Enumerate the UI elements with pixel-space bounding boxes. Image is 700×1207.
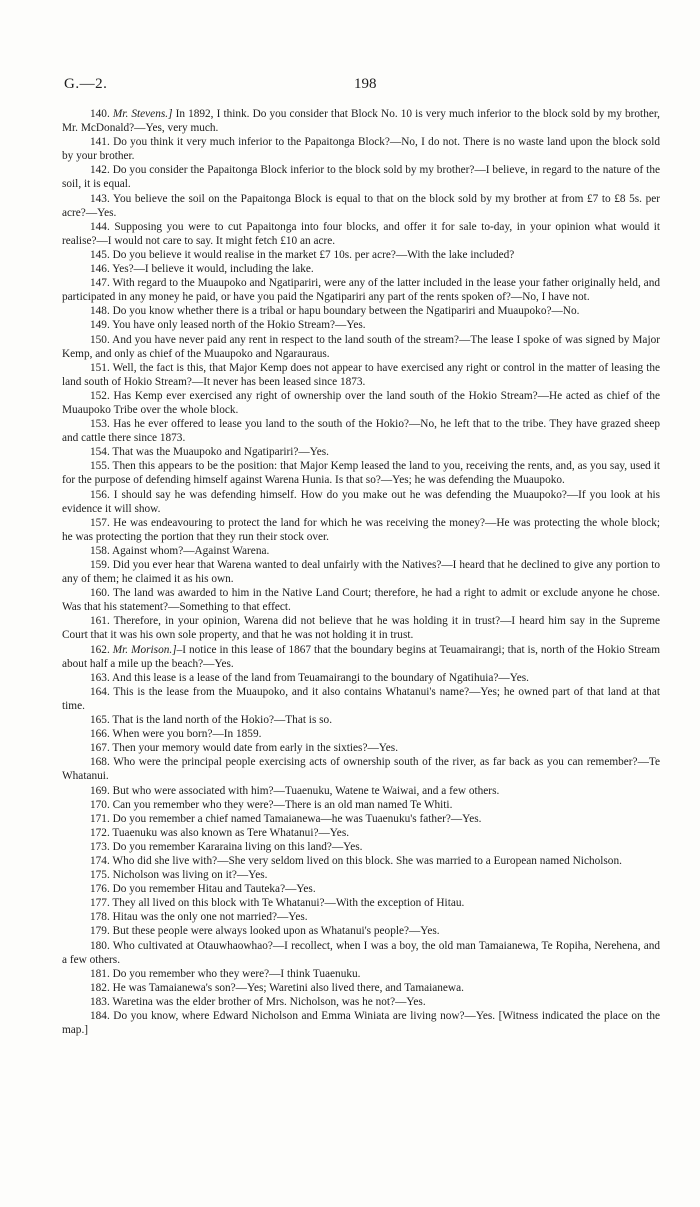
question-number: 183.	[90, 995, 110, 1008]
question-number: 149.	[90, 319, 110, 332]
question-number: 141.	[90, 136, 110, 149]
question-number: 146.	[90, 263, 110, 276]
speaker-name: Mr. Morison.]	[112, 643, 177, 656]
question-number: 152.	[90, 389, 110, 402]
question-paragraph	[62, 614, 660, 642]
question-paragraph	[62, 826, 660, 840]
question-number: 179.	[90, 925, 110, 938]
question-number: 153.	[90, 418, 110, 431]
testimony-body	[62, 107, 660, 1037]
question-paragraph	[62, 417, 660, 445]
page-header	[64, 76, 664, 94]
question-answer-text: Yes?—I believe it would, including the lake.	[112, 263, 314, 276]
question-paragraph	[62, 220, 660, 248]
question-number: 177.	[90, 897, 110, 910]
question-number: 157.	[90, 516, 110, 529]
question-number: 168.	[90, 756, 110, 769]
question-number: 166.	[90, 728, 110, 741]
question-paragraph	[62, 192, 660, 220]
question-paragraph	[62, 516, 660, 544]
question-number: 161.	[90, 615, 110, 628]
question-answer-text: Who were the principal people exercising acts of ownership south of the river, as far back as you can remember?—Te Whatanui.	[62, 756, 660, 783]
question-answer-text: Nicholson was living on it?—Yes.	[112, 869, 268, 882]
question-number: 173.	[90, 840, 110, 853]
question-answer-text: Can you remember who they were?—There is an old man named Te Whiti.	[112, 798, 453, 811]
question-answer-text: You have only leased north of the Hokio Stream?—Yes.	[112, 319, 366, 332]
question-paragraph	[62, 910, 660, 924]
question-paragraph	[62, 868, 660, 882]
question-paragraph	[62, 276, 660, 304]
question-answer-text: You believe the soil on the Papaitonga Block is equal to that on the block sold by my brother at from £7 to £8 5s. per acre?—Yes.	[62, 192, 661, 219]
question-paragraph	[62, 713, 660, 727]
question-paragraph	[62, 304, 660, 318]
question-answer-text: Then this appears to be the position: that Major Kemp leased the land to you, receiving the rents, and, as you say, used it for the purpose of defending himself against Warena Hunia. Is that so?—Yes; he was defending the Muaupoko.	[62, 460, 660, 487]
question-answer-text: Waretina was the elder brother of Mrs. Nicholson, was he not?—Yes.	[112, 995, 426, 1008]
question-answer-text: –I notice in this lease of 1867 that the boundary begins at Teuamairangi; that is, north of the Hokio Stream about half a mile up the beach?—Yes.	[62, 643, 660, 670]
question-answer-text: Therefore, in your opinion, Warena did not believe that he was holding it in trust?—I heard him say in the Supreme Court that it was his own sole property, and that he was not holding it in trust.	[62, 615, 661, 642]
question-number: 164.	[90, 685, 110, 698]
question-paragraph	[62, 727, 660, 741]
question-number: 147.	[90, 277, 110, 290]
question-number: 160.	[90, 587, 110, 600]
question-number: 150.	[90, 333, 110, 346]
question-paragraph	[62, 163, 660, 191]
question-answer-text: Do you remember who they were?—I think Tuaenuku.	[112, 967, 361, 980]
question-number: 170.	[90, 798, 110, 811]
question-answer-text: Who cultivated at Otauwhaowhao?—I recollect, when I was a boy, the old man Tamaianewa, Te Ropiha, Nerehena, and a few others.	[62, 939, 661, 966]
question-number: 143.	[90, 192, 110, 205]
question-paragraph	[62, 840, 660, 854]
question-number: 151.	[90, 361, 110, 374]
question-number: 144.	[90, 220, 110, 233]
question-answer-text: He was Tamaianewa's son?—Yes; Waretini also lived there, and Tamaianewa.	[112, 981, 464, 994]
question-answer-text: And you have never paid any rent in respect to the land south of the stream?—The lease I spoke of was signed by Major Kemp, and only as chief of the Muaupoko and Ngarauraus.	[62, 333, 660, 360]
question-number: 142.	[90, 164, 110, 177]
question-answer-text: Did you ever hear that Warena wanted to deal unfairly with the Natives?—I heard that he declined to give any portion to any of them; he claimed it as his own.	[62, 559, 660, 586]
question-paragraph	[62, 755, 660, 783]
question-paragraph	[62, 262, 660, 276]
question-paragraph	[62, 333, 660, 361]
question-paragraph	[62, 671, 660, 685]
question-number: 175.	[90, 869, 110, 882]
speaker-name: Mr. Stevens.]	[112, 108, 173, 120]
question-paragraph	[62, 995, 660, 1009]
question-number: 162.	[90, 643, 110, 656]
question-number: 171.	[90, 812, 110, 825]
question-number: 159.	[90, 559, 110, 571]
question-paragraph	[62, 967, 660, 981]
question-answer-text: Has Kemp ever exercised any right of ownership over the land south of the Hokio Stream?—He acted as chief of the Muaupoko Tribe over the whole block.	[62, 389, 660, 416]
question-answer-text: That was the Muaupoko and Ngatipariri?—Yes.	[112, 446, 329, 459]
page-number: 198	[354, 76, 377, 92]
question-answer-text: Do you know, where Edward Nicholson and Emma Winiata are living now?—Yes. [Witness indicated the place on the map.]	[62, 1010, 660, 1037]
question-paragraph	[62, 248, 660, 262]
question-paragraph	[62, 798, 660, 812]
question-paragraph	[62, 445, 660, 459]
question-paragraph	[62, 135, 660, 163]
question-answer-text: He was endeavouring to protect the land for which he was receiving the money?—He was protecting the whole block; he was protecting the portion that they run their stock over.	[62, 516, 661, 543]
question-number: 182.	[90, 981, 110, 994]
question-answer-text: This is the lease from the Muaupoko, and it also contains Whatanui's name?—Yes; he owned part of that land at that time.	[62, 685, 660, 712]
question-answer-text: Hitau was the only one not married?—Yes.	[112, 911, 308, 924]
question-paragraph	[62, 1009, 660, 1037]
question-answer-text: And this lease is a lease of the land from Teuamairangi to the boundary of Ngatihuia?—Yes.	[111, 671, 529, 684]
question-paragraph	[62, 318, 660, 332]
question-number: 145.	[90, 248, 110, 261]
question-paragraph	[62, 882, 660, 896]
question-paragraph	[62, 488, 660, 516]
document-code: G.—2.	[64, 76, 108, 92]
question-answer-text: That is the land north of the Hokio?—That is so.	[112, 714, 333, 727]
question-number: 158.	[90, 544, 110, 557]
question-paragraph	[62, 361, 660, 389]
question-paragraph	[62, 685, 660, 713]
question-paragraph	[62, 459, 660, 487]
question-number: 156.	[90, 488, 110, 501]
question-number: 155.	[90, 460, 110, 473]
question-answer-text: They all lived on this block with Te Whatanui?—With the exception of Hitau.	[112, 897, 465, 910]
question-answer-text: But these people were always looked upon as Whatanui's people?—Yes.	[112, 925, 440, 938]
question-answer-text: Who did she live with?—She very seldom lived on this block. She was married to a European named Nicholson.	[112, 854, 622, 867]
question-paragraph	[62, 896, 660, 910]
question-number: 184.	[90, 1010, 110, 1022]
question-paragraph	[62, 389, 660, 417]
question-answer-text: Do you remember Kararaina living on this land?—Yes.	[112, 840, 363, 853]
question-paragraph	[62, 544, 660, 558]
question-number: 181.	[90, 967, 110, 980]
question-number: 167.	[90, 742, 110, 755]
question-answer-text: When were you born?—In 1859.	[112, 728, 262, 741]
question-answer-text: But who were associated with him?—Tuaenuku, Watene te Waiwai, and a few others.	[112, 784, 500, 797]
question-paragraph	[62, 558, 660, 586]
question-number: 178.	[90, 911, 110, 924]
question-paragraph	[62, 924, 660, 938]
question-number: 176.	[90, 883, 110, 896]
question-answer-text: In 1892, I think. Do you consider that Block No. 10 is very much inferior to the block sold by my brother, Mr. McDonald?—Yes, very much.	[62, 108, 660, 135]
question-number: 165.	[90, 714, 110, 727]
question-answer-text: Do you remember Hitau and Tauteka?—Yes.	[112, 883, 316, 896]
question-paragraph	[62, 741, 660, 755]
question-answer-text: Do you know whether there is a tribal or hapu boundary between the Ngatipariri and Muaupoko?—No.	[112, 305, 580, 318]
question-answer-text: I should say he was defending himself. How do you make out he was defending the Muaupoko?—If you look at his evidence it will show.	[62, 488, 661, 515]
question-answer-text: Against whom?—Against Warena.	[111, 544, 270, 557]
question-answer-text: Has he ever offered to lease you land to the south of the Hokio?—No, he left that to the tribe. They have grazed sheep and cattle there since 1873.	[62, 418, 660, 445]
question-paragraph	[62, 586, 660, 614]
question-paragraph	[62, 784, 660, 798]
question-answer-text: Do you remember a chief named Tamaianewa—he was Tuaenuku's father?—Yes.	[112, 812, 482, 825]
question-number: 140.	[90, 108, 110, 120]
question-number: 154.	[90, 446, 110, 459]
question-answer-text: The land was awarded to him in the Native Land Court; therefore, he had a right to admit or exclude anyone he chose. Was that his statement?—Something to that effect.	[62, 587, 660, 614]
question-number: 148.	[90, 305, 110, 318]
question-answer-text: Tuaenuku was also known as Tere Whatanui?—Yes.	[112, 826, 350, 839]
question-answer-text: Do you think it very much inferior to the Papaitonga Block?—No, I do not. There is no waste land upon the block sold by your brother.	[62, 136, 660, 163]
question-paragraph	[62, 854, 660, 868]
question-answer-text: Well, the fact is this, that Major Kemp does not appear to have exercised any right or control in the matter of leasing the land south of Hokio Stream?—It never has been leased since 1873.	[62, 361, 660, 388]
question-number: 169.	[90, 784, 110, 797]
question-number: 174.	[90, 854, 110, 867]
question-paragraph	[62, 812, 660, 826]
question-answer-text: Do you believe it would realise in the market £7 10s. per acre?—With the lake included?	[112, 248, 515, 261]
question-paragraph	[62, 939, 660, 967]
question-paragraph	[62, 981, 660, 995]
question-number: 163.	[90, 671, 110, 684]
question-answer-text: Then your memory would date from early in the sixties?—Yes.	[112, 742, 399, 755]
question-answer-text: Do you consider the Papaitonga Block inferior to the block sold by my brother?—I believe, in regard to the nature of the soil, it is equal.	[62, 164, 660, 191]
question-paragraph	[62, 107, 660, 135]
question-answer-text: Supposing you were to cut Papaitonga into four blocks, and offer it for sale to-day, in your opinion what would it realise?—I would not care to say. It might fetch £10 an acre.	[62, 220, 660, 247]
question-number: 172.	[90, 826, 110, 839]
question-answer-text: With regard to the Muaupoko and Ngatipariri, were any of the latter included in the lease your father originally held, and participated in any money he paid, or have you paid the Ngatipariri any part of the rents spoken of?—No, I have not.	[62, 277, 660, 304]
question-paragraph	[62, 643, 660, 671]
question-number: 180.	[90, 939, 110, 952]
